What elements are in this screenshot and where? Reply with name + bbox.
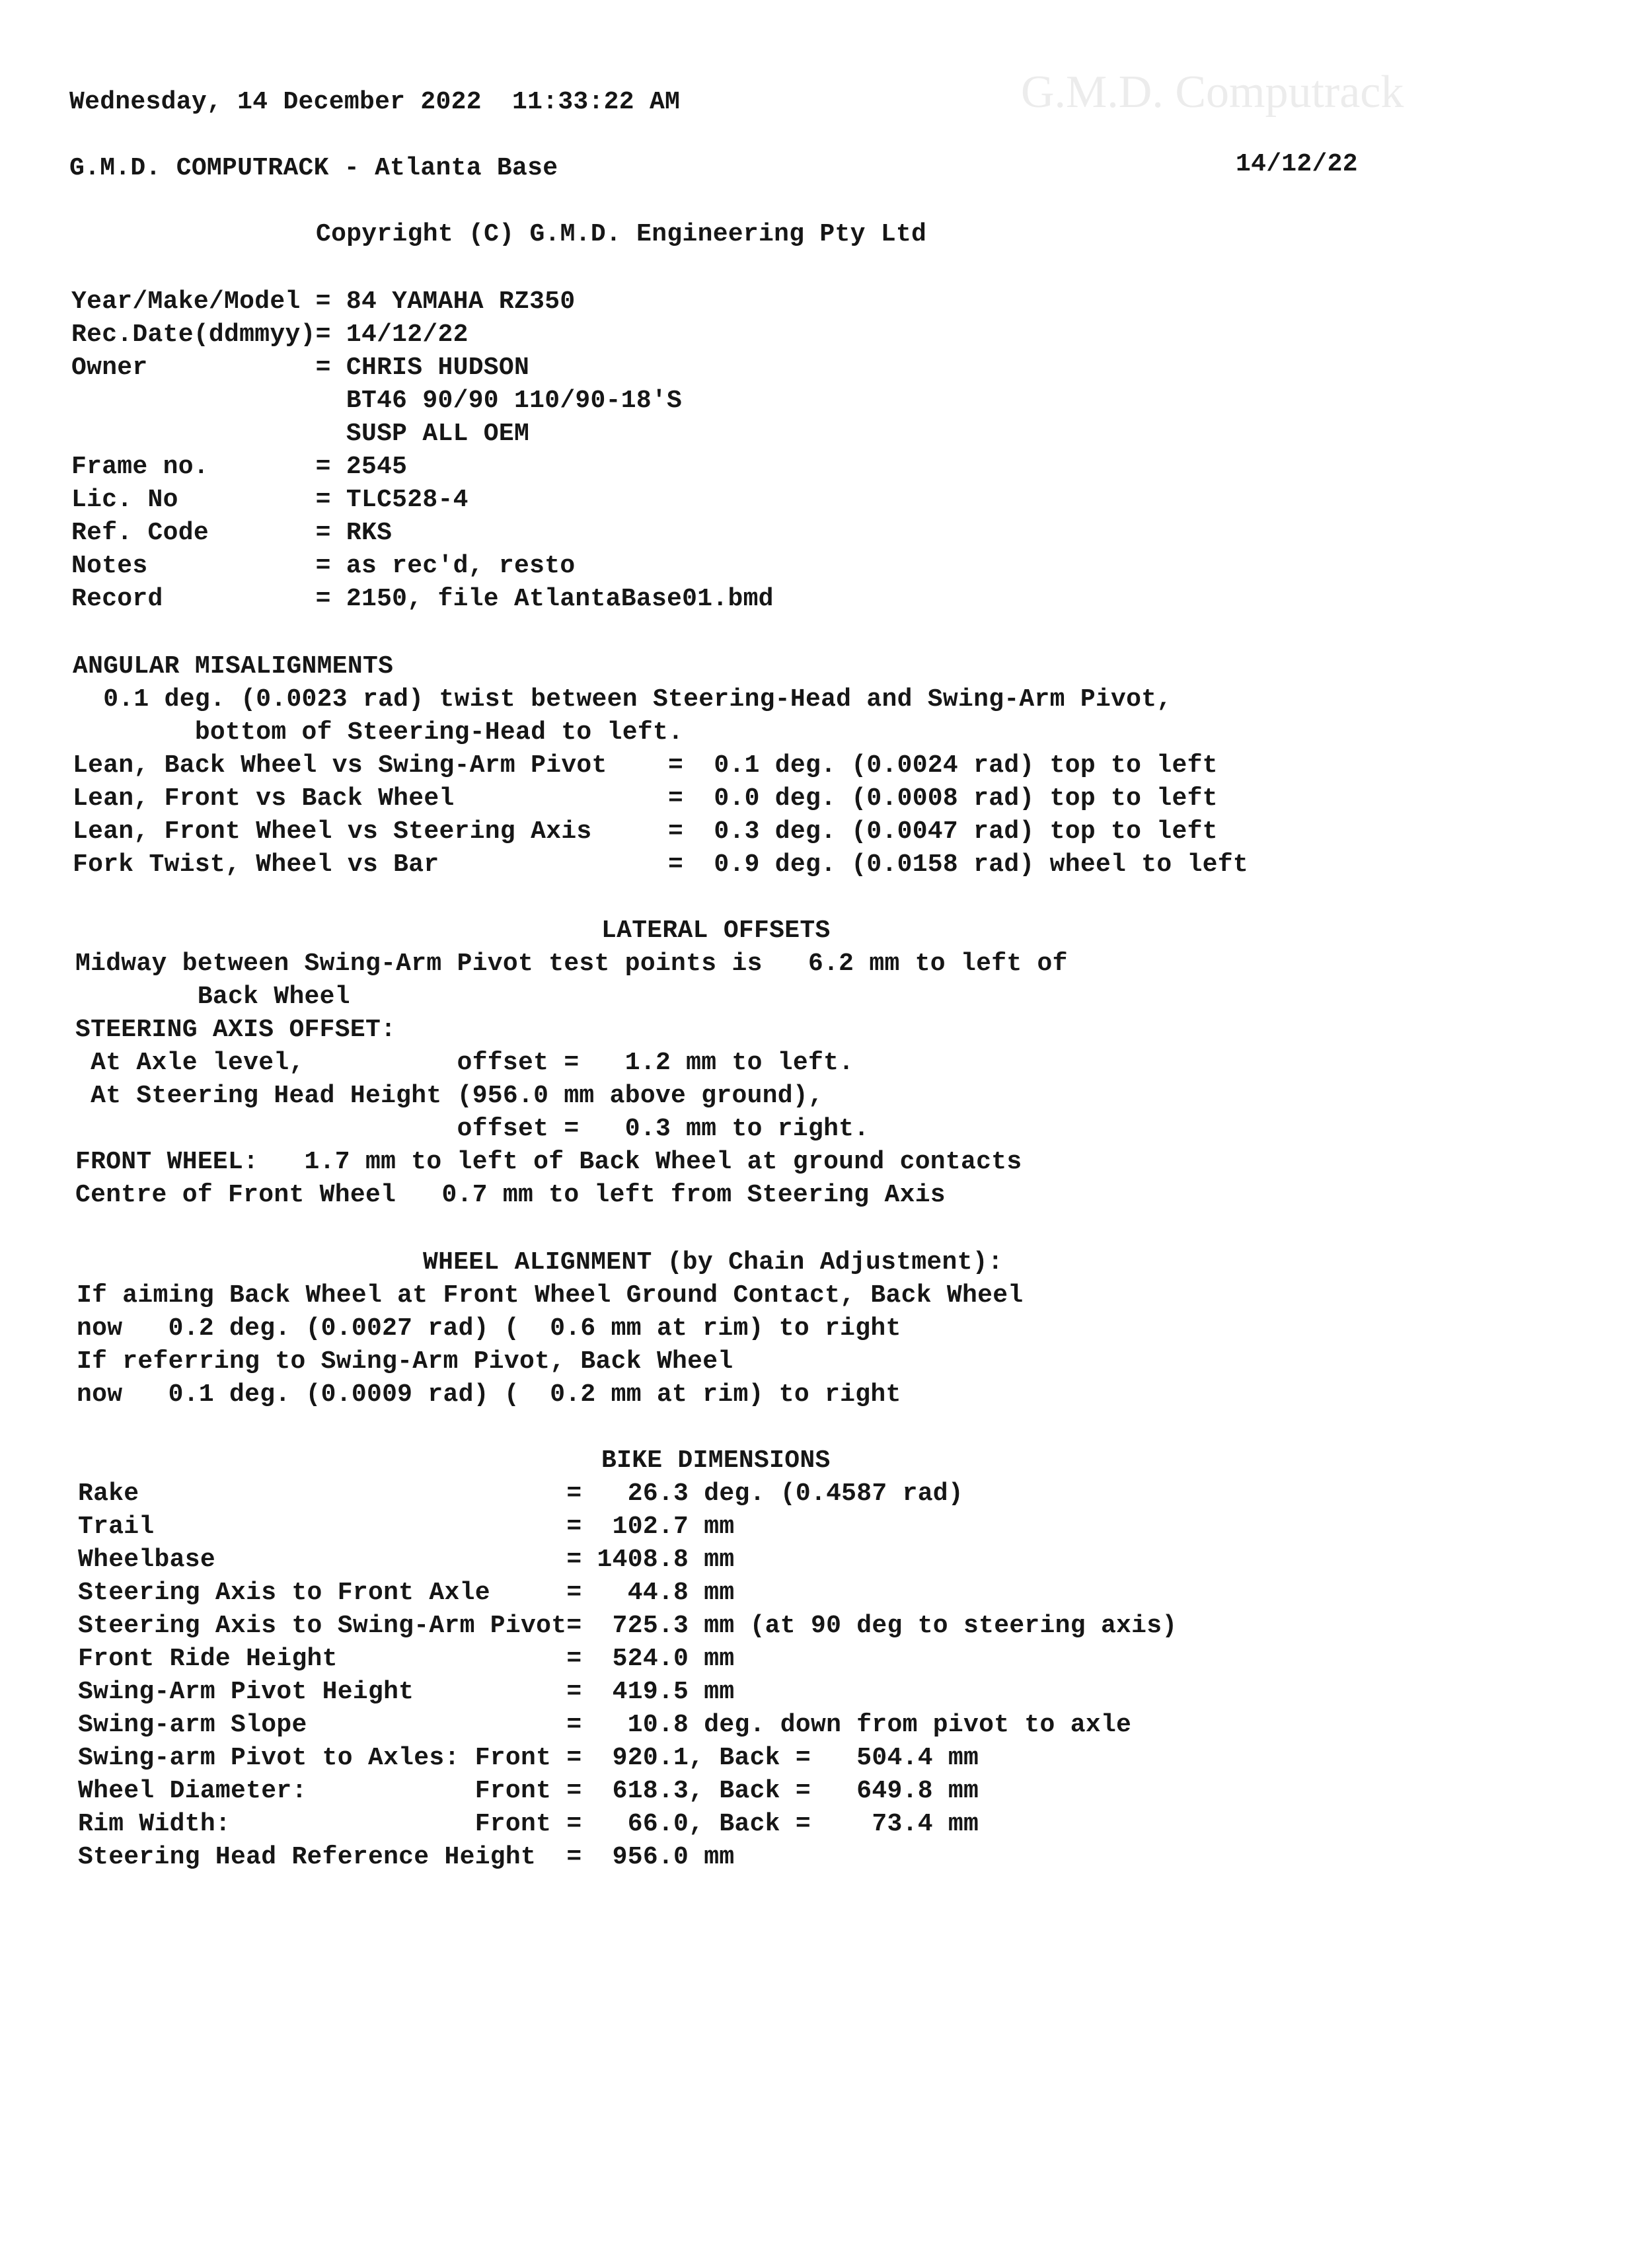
dim-steering-front-axle: Steering Axis to Front Axle = 44.8 mm [78,1579,735,1607]
front-wheel-offset: FRONT WHEEL: 1.7 mm to left of Back Wheel at ground contacts [75,1148,1022,1176]
lean-back-wheel: Lean, Back Wheel vs Swing-Arm Pivot = 0.1 deg. (0.0024 rad) top to left [73,751,1218,780]
wheel-alignment-aim-2: now 0.2 deg. (0.0027 rad) ( 0.6 mm at rim) to right [77,1314,901,1343]
fork-twist: Fork Twist, Wheel vs Bar = 0.9 deg. (0.0158 rad) wheel to left [73,850,1248,879]
dim-wheelbase: Wheelbase = 1408.8 mm [78,1546,735,1574]
bleed-through-title: G.M.D. Computrack [1021,67,1404,118]
lateral-midway-1: Midway between Swing-Arm Pivot test points is 6.2 mm to left of [75,950,1068,978]
steering-axis-offset-heading: STEERING AXIS OFFSET: [75,1016,396,1044]
lic-no: Lic. No = TLC528-4 [71,486,469,514]
wheel-alignment-ref-1: If referring to Swing-Arm Pivot, Back Wheel [77,1347,733,1376]
bike-dimensions-heading: BIKE DIMENSIONS [601,1446,831,1475]
wheel-alignment-heading: WHEEL ALIGNMENT (by Chain Adjustment): [423,1248,1003,1277]
dim-wheel-diameter: Wheel Diameter: Front = 618.3, Back = 649.8 mm [78,1777,979,1805]
wheel-alignment-aim-1: If aiming Back Wheel at Front Wheel Ground Contact, Back Wheel [77,1281,1024,1310]
dim-swingarm-to-axles: Swing-arm Pivot to Axles: Front = 920.1, Back = 504.4 mm [78,1744,979,1772]
dim-trail: Trail = 102.7 mm [78,1513,735,1541]
dim-swingarm-slope: Swing-arm Slope = 10.8 deg. down from pivot to axle [78,1711,1132,1739]
lean-front-back: Lean, Front vs Back Wheel = 0.0 deg. (0.0008 rad) top to left [73,784,1218,813]
owner: Owner = CHRIS HUDSON [71,354,530,382]
dim-rim-width: Rim Width: Front = 66.0, Back = 73.4 mm [78,1810,979,1838]
dim-swingarm-pivot-height: Swing-Arm Pivot Height = 419.5 mm [78,1678,735,1706]
dim-front-ride-height: Front Ride Height = 524.0 mm [78,1645,735,1673]
centre-front-wheel: Centre of Front Wheel 0.7 mm to left from Steering Axis [75,1181,946,1209]
offset-axle-level: At Axle level, offset = 1.2 mm to left. [75,1049,854,1077]
short-date: 14/12/22 [1236,150,1358,178]
lateral-midway-2: Back Wheel [75,983,350,1011]
lateral-heading: LATERAL OFFSETS [601,916,831,945]
offset-head-height: At Steering Head Height (956.0 mm above ground), [75,1082,824,1110]
report-datetime: Wednesday, 14 December 2022 11:33:22 AM [69,88,681,116]
angular-heading: ANGULAR MISALIGNMENTS [73,652,394,681]
record-number: Record = 2150, file AtlantaBase01.bmd [71,585,774,613]
owner-line-3: SUSP ALL OEM [71,420,530,448]
dim-steering-swingarm: Steering Axis to Swing-Arm Pivot= 725.3 mm (at 90 deg to steering axis) [78,1612,1178,1640]
angular-twist-1: 0.1 deg. (0.0023 rad) twist between Steering-Head and Swing-Arm Pivot, [73,685,1172,714]
frame-no: Frame no. = 2545 [71,453,408,481]
rec-date: Rec.Date(ddmmyy)= 14/12/22 [71,320,469,349]
lean-front-steering: Lean, Front Wheel vs Steering Axis = 0.3 deg. (0.0047 rad) top to left [73,817,1218,846]
angular-twist-2: bottom of Steering-Head to left. [73,718,684,747]
company-line: G.M.D. COMPUTRACK - Atlanta Base [69,154,558,182]
offset-head-value: offset = 0.3 mm to right. [75,1115,870,1143]
copyright-line: Copyright (C) G.M.D. Engineering Pty Ltd [316,220,927,248]
wheel-alignment-ref-2: now 0.1 deg. (0.0009 rad) ( 0.2 mm at rim) to right [77,1380,901,1409]
year-make-model: Year/Make/Model = 84 YAMAHA RZ350 [71,287,576,316]
ref-code: Ref. Code = RKS [71,519,393,547]
notes: Notes = as rec'd, resto [71,552,576,580]
dim-rake: Rake = 26.3 deg. (0.4587 rad) [78,1479,964,1508]
owner-line-2: BT46 90/90 110/90-18'S [71,387,683,415]
dim-steering-head-ref-height: Steering Head Reference Height = 956.0 mm [78,1843,735,1871]
